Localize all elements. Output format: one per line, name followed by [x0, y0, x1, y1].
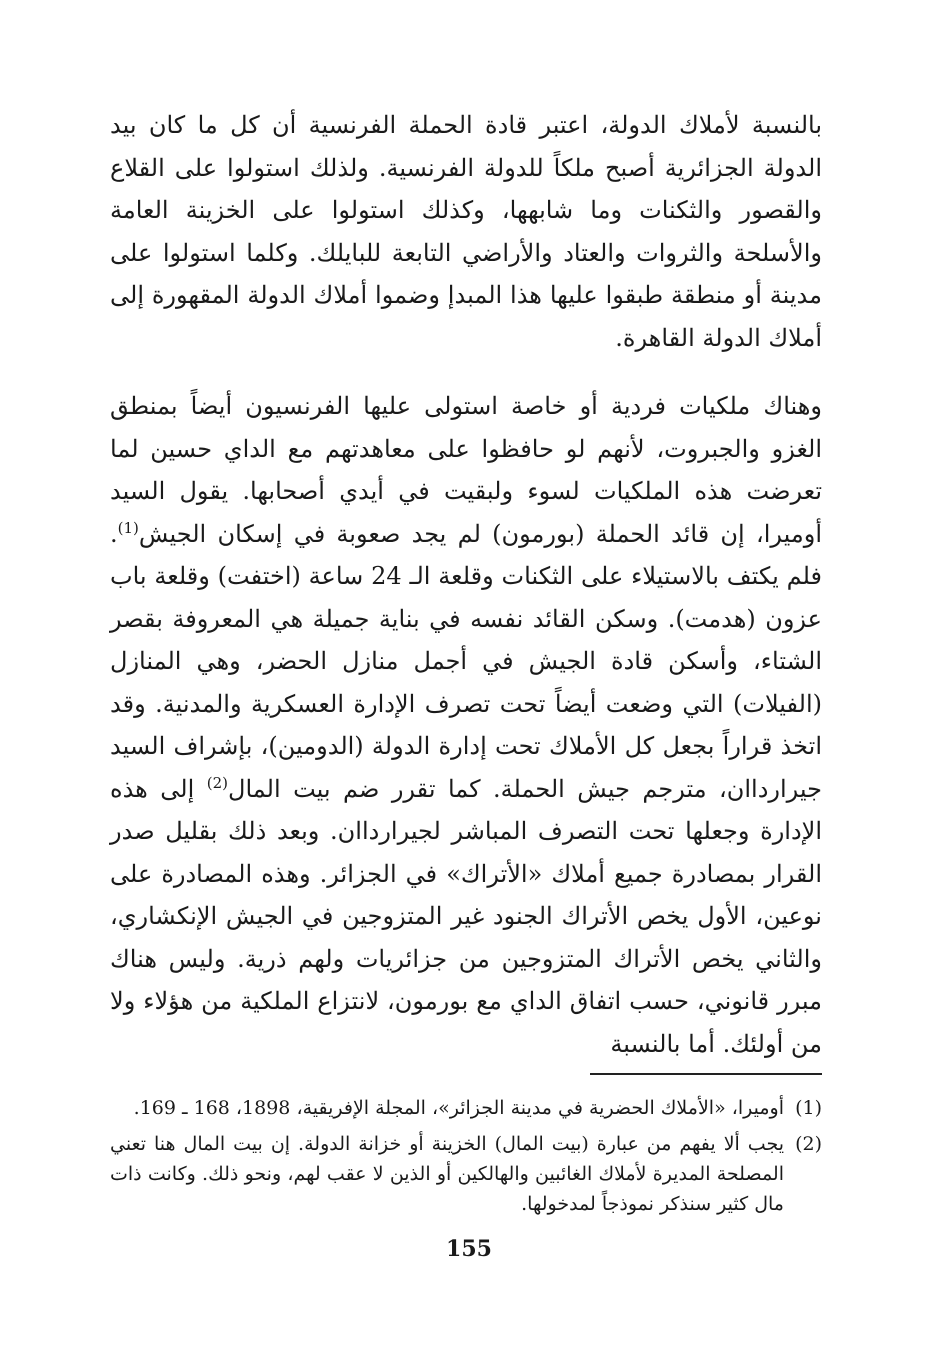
- footnote: [110, 1093, 822, 1123]
- page-body: [110, 104, 822, 1225]
- paragraph-text: وهناك ملكيات فردية أو خاصة استولى عليها الفرنسيون أيضاً بمنطق الغزو والجبروت، لأنهم لو حافظوا على معاهدتهم مع الداي حسين لما تعرضت هذه الملكيات لسوء ولبقيت في أيدي أصحابها. يقول السيد أوميرا، إن قائد الحملة (بورمون) لم يجد صعوبة في إسكان الجيش: [110, 392, 823, 548]
- footnote-ref[interactable]: (1): [117, 518, 139, 537]
- footnote-divider: [590, 1073, 822, 1075]
- paragraph: وهناك ملكيات فردية أو خاصة استولى عليها الفرنسيون أيضاً بمنطق الغزو والجبروت، لأنهم لو حافظوا على معاهدتهم مع الداي حسين لما تعرضت هذه الملكيات لسوء ولبقيت في أيدي أصحابها. يقول السيد أوميرا، إن قائد الحملة (بورمون) لم يجد صعوبة في إسكان الجيش$^{(1)}$. فلم يكتف بالاستيلاء على الثكنات وقلعة الـ 24 ساعة (اختفت) وقلعة باب عزون (هدمت). وسكن القائد نفسه في بناية جميلة هي المعروفة بقصر الشتاء، وأسكن قادة الجيش في أجمل منازل الحضر، وهي المنازل (الفيلات) التي وضعت أيضاً تحت تصرف الإدارة العسكرية والمدنية. وقد اتخذ قراراً بجعل كل الأملاك تحت إدارة الدولة (الدومين)، بإشراف السيد جيرارداان، مترجم جيش الحملة. كما تقرر ضم بيت المال$^{(2)}$ إلى هذه الإدارة وجعلها تحت التصرف المباشر لجيرارداان. وبعد ذلك بقليل صدر القرار بمصادرة جميع أملاك «الأتراك» في الجزائر. وهذه المصادرة على نوعين، الأول يخص الأتراك الجنود غير المتزوجين في الجيش الإنكشاري، والثاني يخص الأتراك المتزوجين من جزائريات ولهم ذرية. وليس هناك مبرر قانوني، حسب اتفاق الداي مع بورمون، لانتزاع الملكية من هؤلاء ولا من أولئك. أما بالنسبة: [110, 392, 823, 1058]
- paragraph-text: بالنسبة لأملاك الدولة، اعتبر قادة الحملة الفرنسية أن كل ما كان بيد الدولة الجزائرية أصبح ملكاً للدولة الفرنسية. ولذلك استولوا على القلاع والقصور والثكنات وما شابهها، وكذلك استولوا على الخزينة العامة والأسلحة والثروات والعتاد والأراضي التابعة للبايلك. وكلما استولوا على مدينة أو منطقة طبقوا عليها هذا المبدإ وضموا أملاك الدولة المقهورة إلى أملاك الدولة القاهرة.: [110, 111, 822, 352]
- footnote-text: أوميرا، «الأملاك الحضرية في مدينة الجزائر»، المجلة الإفريقية، 1898، 168 ـ 169.: [133, 1097, 784, 1119]
- footnote-ref[interactable]: (2): [206, 773, 229, 792]
- paragraph-text: إلى هذه الإدارة وجعلها تحت التصرف المباشر لجيرارداان. وبعد ذلك بقليل صدر القرار بمصادرة جميع أملاك «الأتراك» في الجزائر. وهذه المصادرة على نوعين، الأول يخص الأتراك الجنود غير المتزوجين في الجيش الإنكشاري، والثاني يخص الأتراك المتزوجين من جزائريات ولهم ذرية. وليس هناك مبرر قانوني، حسب اتفاق الداي مع بورمون، لانتزاع الملكية من هؤلاء ولا من أولئك. أما بالنسبة: [110, 774, 822, 1058]
- paragraph: [110, 104, 822, 359]
- footnote-text: يجب ألا يفهم من عبارة (بيت المال) الخزينة أو خزانة الدولة. إن بيت المال هنا تعني المصلحة المديرة لأملاك الغائبين والهالكين أو الذين لا عقب لهم، ونحو ذلك. وكانت ذات مال كثير سنذكر نموذجاً لمدخولها.: [110, 1133, 784, 1215]
- paragraph-text: فلم يكتف بالاستيلاء على الثكنات وقلعة الـ 24 ساعة (اختفت) وقلعة باب عزون (هدمت). وسكن القائد نفسه في بناية جميلة هي المعروفة بقصر الشتاء، وأسكن قادة الجيش في أجمل منازل الحضر، وهي المنازل (الفيلات) التي وضعت أيضاً تحت تصرف الإدارة العسكرية والمدنية. وقد اتخذ قراراً بجعل كل الأملاك تحت إدارة الدولة (الدومين)، بإشراف السيد جيرارداان، مترجم جيش الحملة. كما تقرر ضم بيت المال: [110, 562, 822, 803]
- footnote: [110, 1129, 822, 1219]
- page-number: 155: [446, 1236, 492, 1262]
- footnote-number: (1): [795, 1097, 822, 1119]
- footnote-number: (2): [795, 1133, 822, 1155]
